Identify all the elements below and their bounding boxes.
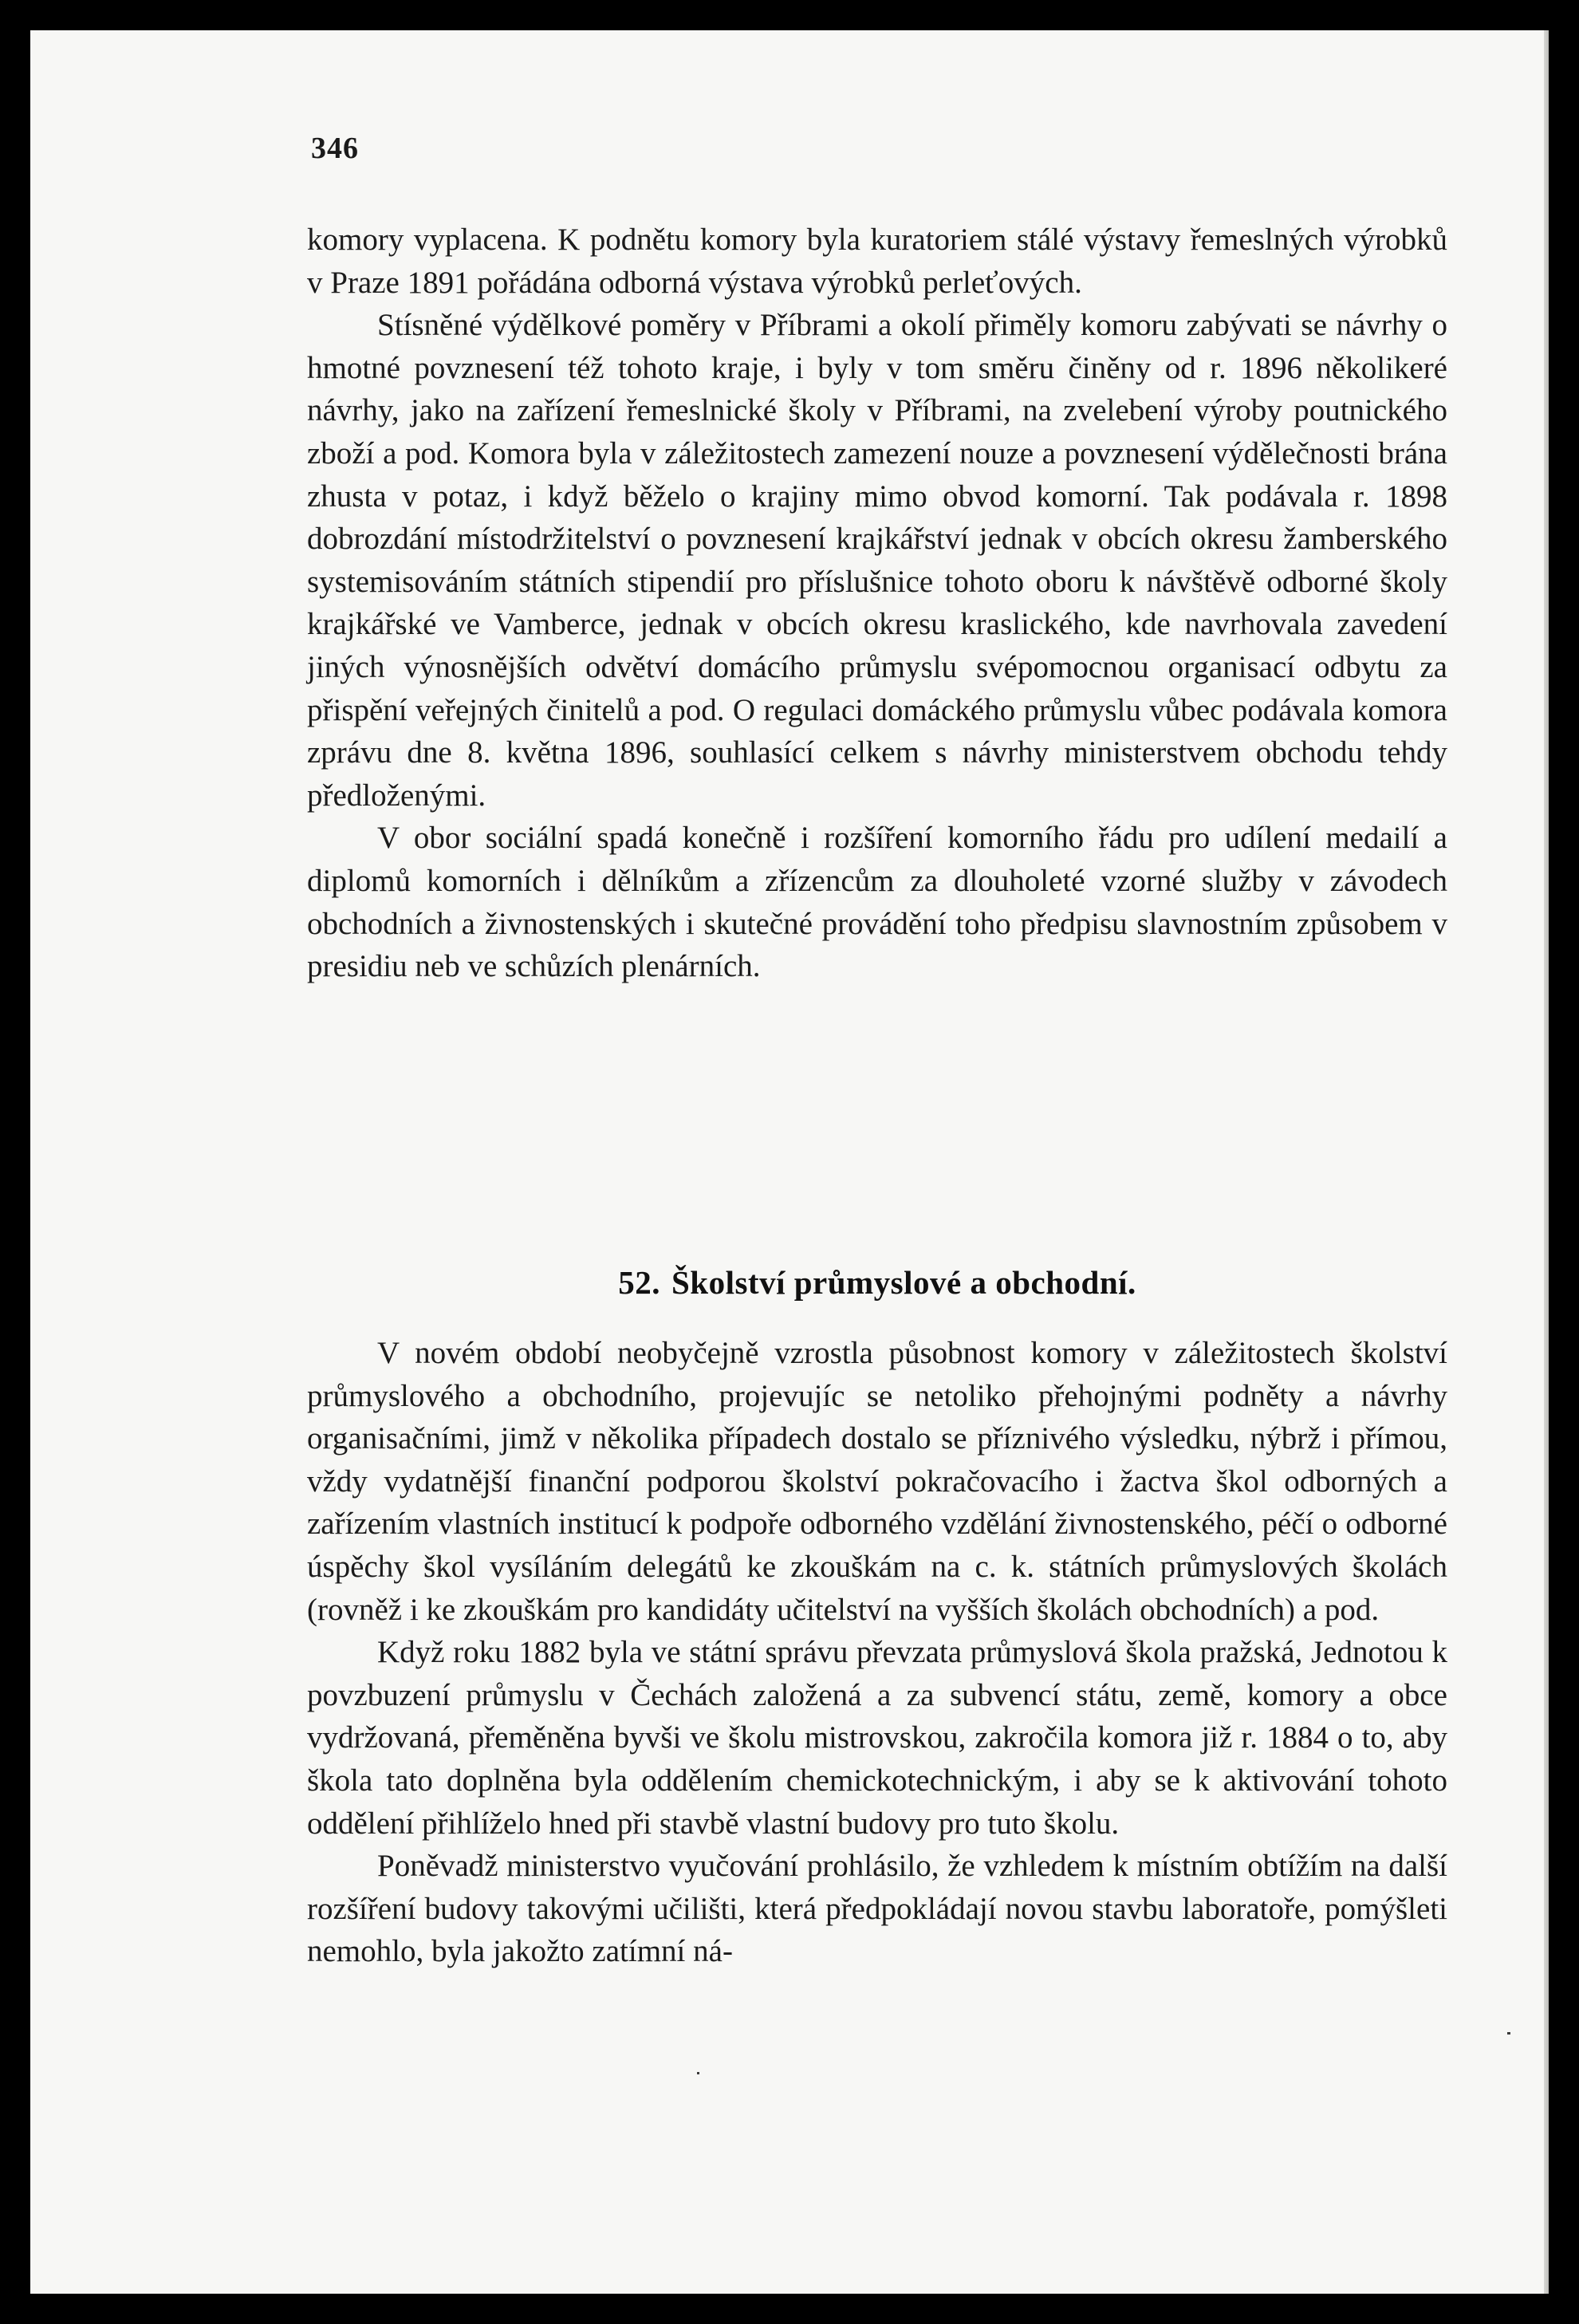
scan-speck bbox=[697, 2072, 699, 2074]
paragraph-social: V obor sociální spadá konečně i rozšíření komorního řádu pro udílení medailí a diplomů komorních i dělníkům a zřízencům za dlouholeté vzorné služby v závodech obchodních a živnostenských i skutečné provádění toho předpisu slavnostním způsobem v presidiu neb ve schůzích plenárních. bbox=[307, 821, 1447, 984]
text-block-upper bbox=[307, 219, 1447, 988]
paragraph-school-1882: Když roku 1882 byla ve státní správu převzata průmyslová škola pražská, Jednotou k povzbuzení průmyslu v Čechách založená a za subvencí státu, země, komory a obce vydržovaná, přeměněna byvši ve školu mistrovskou, zakročila komora již r. 1884 o to, aby škola tato doplněna byla oddělením chemickotechnickým, i aby se k aktivování tohoto oddělení přihlíželo hned při stavbě vlastní budovy pro tuto školu. bbox=[307, 1635, 1447, 1841]
paragraph-ministry: Poněvadž ministerstvo vyučování prohlásilo, že vzhledem k místním obtížím na další rozšíření budovy takovými učilišti, která předpokládají novou stavbu laboratoře, pomýšleti nemohlo, byla jakožto zatímní ná- bbox=[307, 1849, 1447, 1969]
scan-speck bbox=[1507, 2032, 1510, 2034]
scanned-page bbox=[30, 30, 1549, 2294]
text-block-lower bbox=[307, 1332, 1447, 1973]
paragraph-pribram: Stísněné výdělkové poměry v Příbrami a okolí přiměly komoru zabývati se návrhy o hmotné povznesení též tohoto kraje, i byly v tom směru činěny od r. 1896 několikeré návrhy, jako na zařízení řemeslnické školy v Příbrami, na zvelebení výroby poutnického zboží a pod. Komora byla v záležitostech zamezení nouze a povznesení výdělečnosti brána zhusta v potaz, i když běželo o krajiny mimo obvod komorní. Tak podávala r. 1898 dobrozdání místodržitelství o povznesení krajkářství jednak v obcích okresu žamberského systemisováním státních stipendií pro příslušnice tohoto oboru k návštěvě odborné školy krajkářské ve Vamberce, jednak v obcích okresu kraslického, kde navrhovala zavedení jiných výnosnějších odvětví domácího průmyslu svépomocnou organisací odbytu za přispění veřejných činitelů a pod. O regulaci domáckého průmyslu vůbec podávala komora zprávu dne 8. května 1896, souhlasící celkem s návrhy ministerstvem obchodu tehdy předloženými. bbox=[307, 308, 1447, 813]
section-number: 52. bbox=[618, 1264, 660, 1301]
page-edge-shadow bbox=[1544, 30, 1549, 2294]
paragraph-continued: komory vyplacena. K podnětu komory byla kuratoriem stálé výstavy řemeslných výrobků v Praze 1891 pořádána odborná výstava výrobků perleťových. bbox=[307, 223, 1447, 300]
paragraph-school-intro: V novém období neobyčejně vzrostla působnost komory v záležitostech školství průmyslového a obchodního, projevujíc se netoliko přehojnými podněty a návrhy organisačními, jimž v několika případech dostalo se příznivého výsledku, nýbrž i přímou, vždy vydatnější finanční podporou školství pokračovacího i žactva škol odborných a zařízením vlastních institucí k podpoře odborného vzdělání živnostenského, péčí o odborné úspěchy škol vysíláním delegátů ke zkouškám na c. k. státních průmyslových školách (rovněž i ke zkouškám pro kandidáty učitelství na vyšších školách obchodních) a pod. bbox=[307, 1336, 1447, 1627]
page-number: 346 bbox=[311, 132, 359, 165]
section-title: Školství průmyslové a obchodní. bbox=[671, 1264, 1136, 1301]
section-heading bbox=[307, 1263, 1447, 1302]
